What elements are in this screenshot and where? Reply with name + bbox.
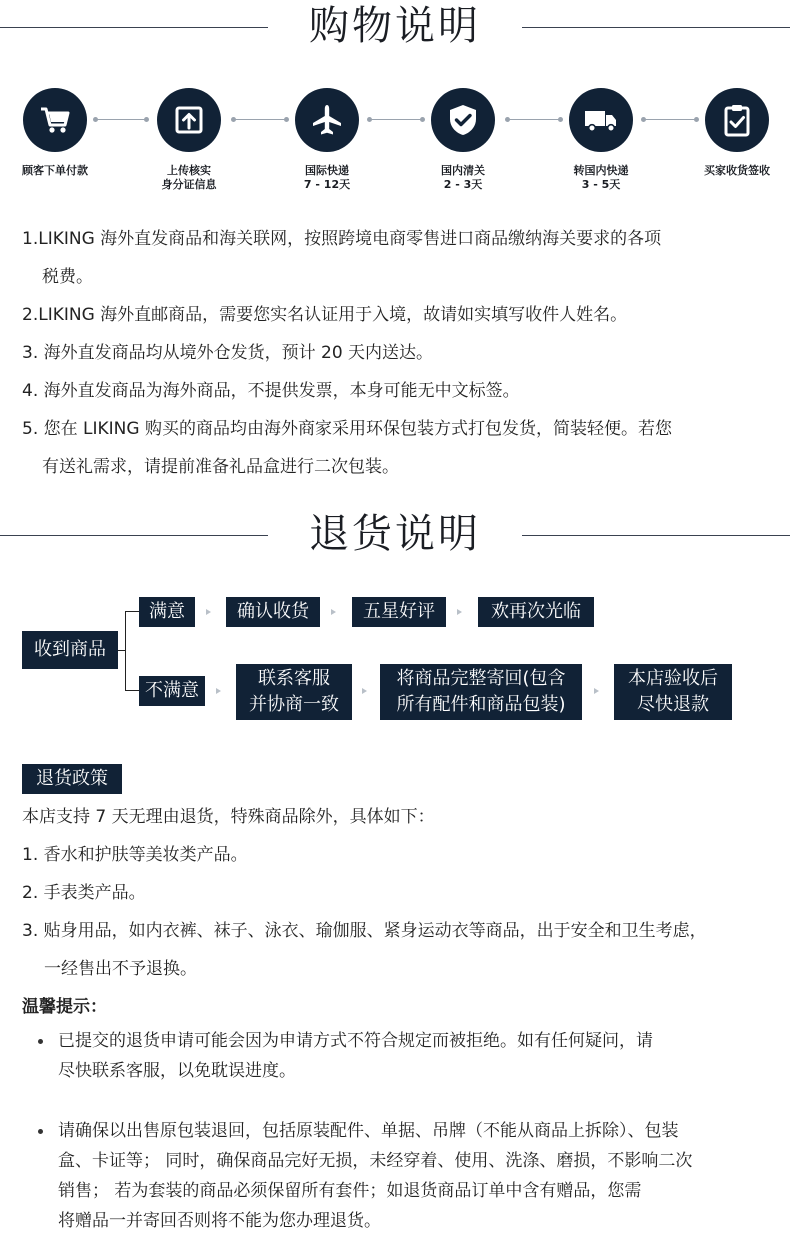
flow-text: 本店验收后 (628, 668, 718, 689)
list-item-cont: 一经售出不予退换。 (44, 959, 197, 979)
flow-welcome-back: 欢再次光临 (478, 597, 594, 627)
step-order-payment (0, 88, 110, 178)
returns-section-header (0, 508, 790, 564)
airplane-icon (295, 88, 359, 152)
list-item (22, 296, 772, 334)
flow-confirm-receipt: 确认收货 (226, 597, 320, 627)
upload-icon (157, 88, 221, 152)
step-domestic-shipping (546, 88, 656, 192)
shield-check-icon (431, 88, 495, 152)
flow-text: 联系客服 (258, 668, 330, 689)
list-item (22, 1026, 762, 1086)
step-label: 上传核实 身分证信息 (161, 164, 217, 191)
step-buyer-receipt (682, 88, 790, 178)
flow-line (125, 611, 139, 612)
tip-heading: 温馨提示： (22, 997, 107, 1017)
divider-line (0, 27, 268, 28)
tip-line: 已提交的退货申请可能会因为申请方式不符合规定而被拒绝。如有任何疑问，请 (58, 1031, 653, 1051)
flow-unsatisfied: 不满意 (139, 676, 205, 706)
flow-line (125, 611, 126, 691)
flow-text: 所有配件和商品包装) (396, 694, 566, 715)
arrow-right-icon (362, 688, 367, 694)
tip-line: 盒、卡证等； 同时，确保商品完好无损，未经穿着、使用、洗涤、磨损，不影响二次 (58, 1151, 693, 1171)
list-item: 2. 手表类产品。 (22, 883, 146, 903)
tip-line: 销售； 若为套装的商品必须保留所有套件；如退货商品订单中含有赠品，您需 (58, 1181, 642, 1201)
tip-line: 将赠品一并寄回否则将不能为您办理退货。 (58, 1211, 381, 1231)
flow-refund (614, 664, 732, 720)
arrow-right-icon (594, 688, 599, 694)
shopping-steps (0, 88, 790, 198)
list-item (22, 410, 772, 486)
arrow-right-icon (331, 609, 336, 615)
policy-tag: 退货政策 (22, 764, 122, 794)
note-text-cont: 税费。 (42, 267, 93, 287)
shopping-title: 购物说明 (309, 3, 481, 49)
note-text: 1.LIKING 海外直发商品和海关联网，按照跨境电商零售进口商品缴纳海关要求的各项 (22, 229, 662, 249)
return-policy (22, 798, 782, 1026)
policy-intro: 本店支持 7 天无理由退货，特殊商品除外，具体如下： (22, 807, 435, 827)
list-item (22, 1116, 762, 1236)
step-label: 顾客下单付款 (22, 164, 88, 177)
list-item (22, 220, 772, 296)
list-item: 3. 贴身用品，如内衣裤、袜子、泳衣、瑜伽服、紧身运动衣等商品，出于安全和卫生考虑， (22, 921, 707, 941)
returns-title: 退货说明 (309, 511, 481, 557)
list-item (22, 372, 772, 410)
truck-icon (569, 88, 633, 152)
cart-icon (23, 88, 87, 152)
step-label: 国内清关 2 - 3天 (441, 164, 485, 191)
list-item (22, 334, 772, 372)
note-text: 2.LIKING 海外直邮商品，需要您实名认证用于入境，故请如实填写收件人姓名。 (22, 305, 628, 325)
step-label: 国际快递 7 - 12天 (303, 164, 351, 191)
step-label: 转国内快递 3 - 5天 (573, 164, 629, 191)
flow-received: 收到商品 (22, 631, 118, 669)
flow-five-star: 五星好评 (352, 597, 446, 627)
step-customs-clearance (408, 88, 518, 192)
tips-list (22, 1026, 762, 1236)
note-text: 3. 海外直发商品均从境外仓发货，预计 20 天内送达。 (22, 343, 434, 363)
tip-line: 请确保以出售原包装退回，包括原装配件、单据、吊牌（不能从商品上拆除）、包装 (58, 1121, 679, 1141)
flow-contact-service (236, 664, 352, 720)
shopping-notes (22, 220, 772, 486)
flow-text: 并协商一致 (249, 694, 339, 715)
note-text: 5. 您在 LIKING 购买的商品均由海外商家采用环保包装方式打包发货，简装轻便。若您 (22, 419, 672, 439)
divider-line (522, 535, 790, 536)
divider-line (0, 535, 268, 536)
shopping-section-header (0, 0, 790, 56)
note-text-cont: 有送礼需求，请提前准备礼品盒进行二次包装。 (42, 457, 399, 477)
step-international-shipping (272, 88, 382, 192)
step-label: 买家收货签收 (704, 164, 770, 177)
flow-satisfied: 满意 (139, 597, 195, 627)
clipboard-check-icon (705, 88, 769, 152)
tip-line: 尽快联系客服，以免耽误进度。 (58, 1061, 296, 1081)
flow-line (125, 690, 139, 691)
note-text: 4. 海外直发商品为海外商品，不提供发票，本身可能无中文标签。 (22, 381, 520, 401)
flow-text: 将商品完整寄回(包含 (396, 668, 566, 689)
step-upload-id (134, 88, 244, 192)
list-item: 1. 香水和护肤等美妆类产品。 (22, 845, 248, 865)
arrow-right-icon (216, 688, 221, 694)
divider-line (522, 27, 790, 28)
arrow-right-icon (206, 609, 211, 615)
flow-send-back (380, 664, 582, 720)
flow-text: 尽快退款 (637, 694, 709, 715)
arrow-right-icon (457, 609, 462, 615)
